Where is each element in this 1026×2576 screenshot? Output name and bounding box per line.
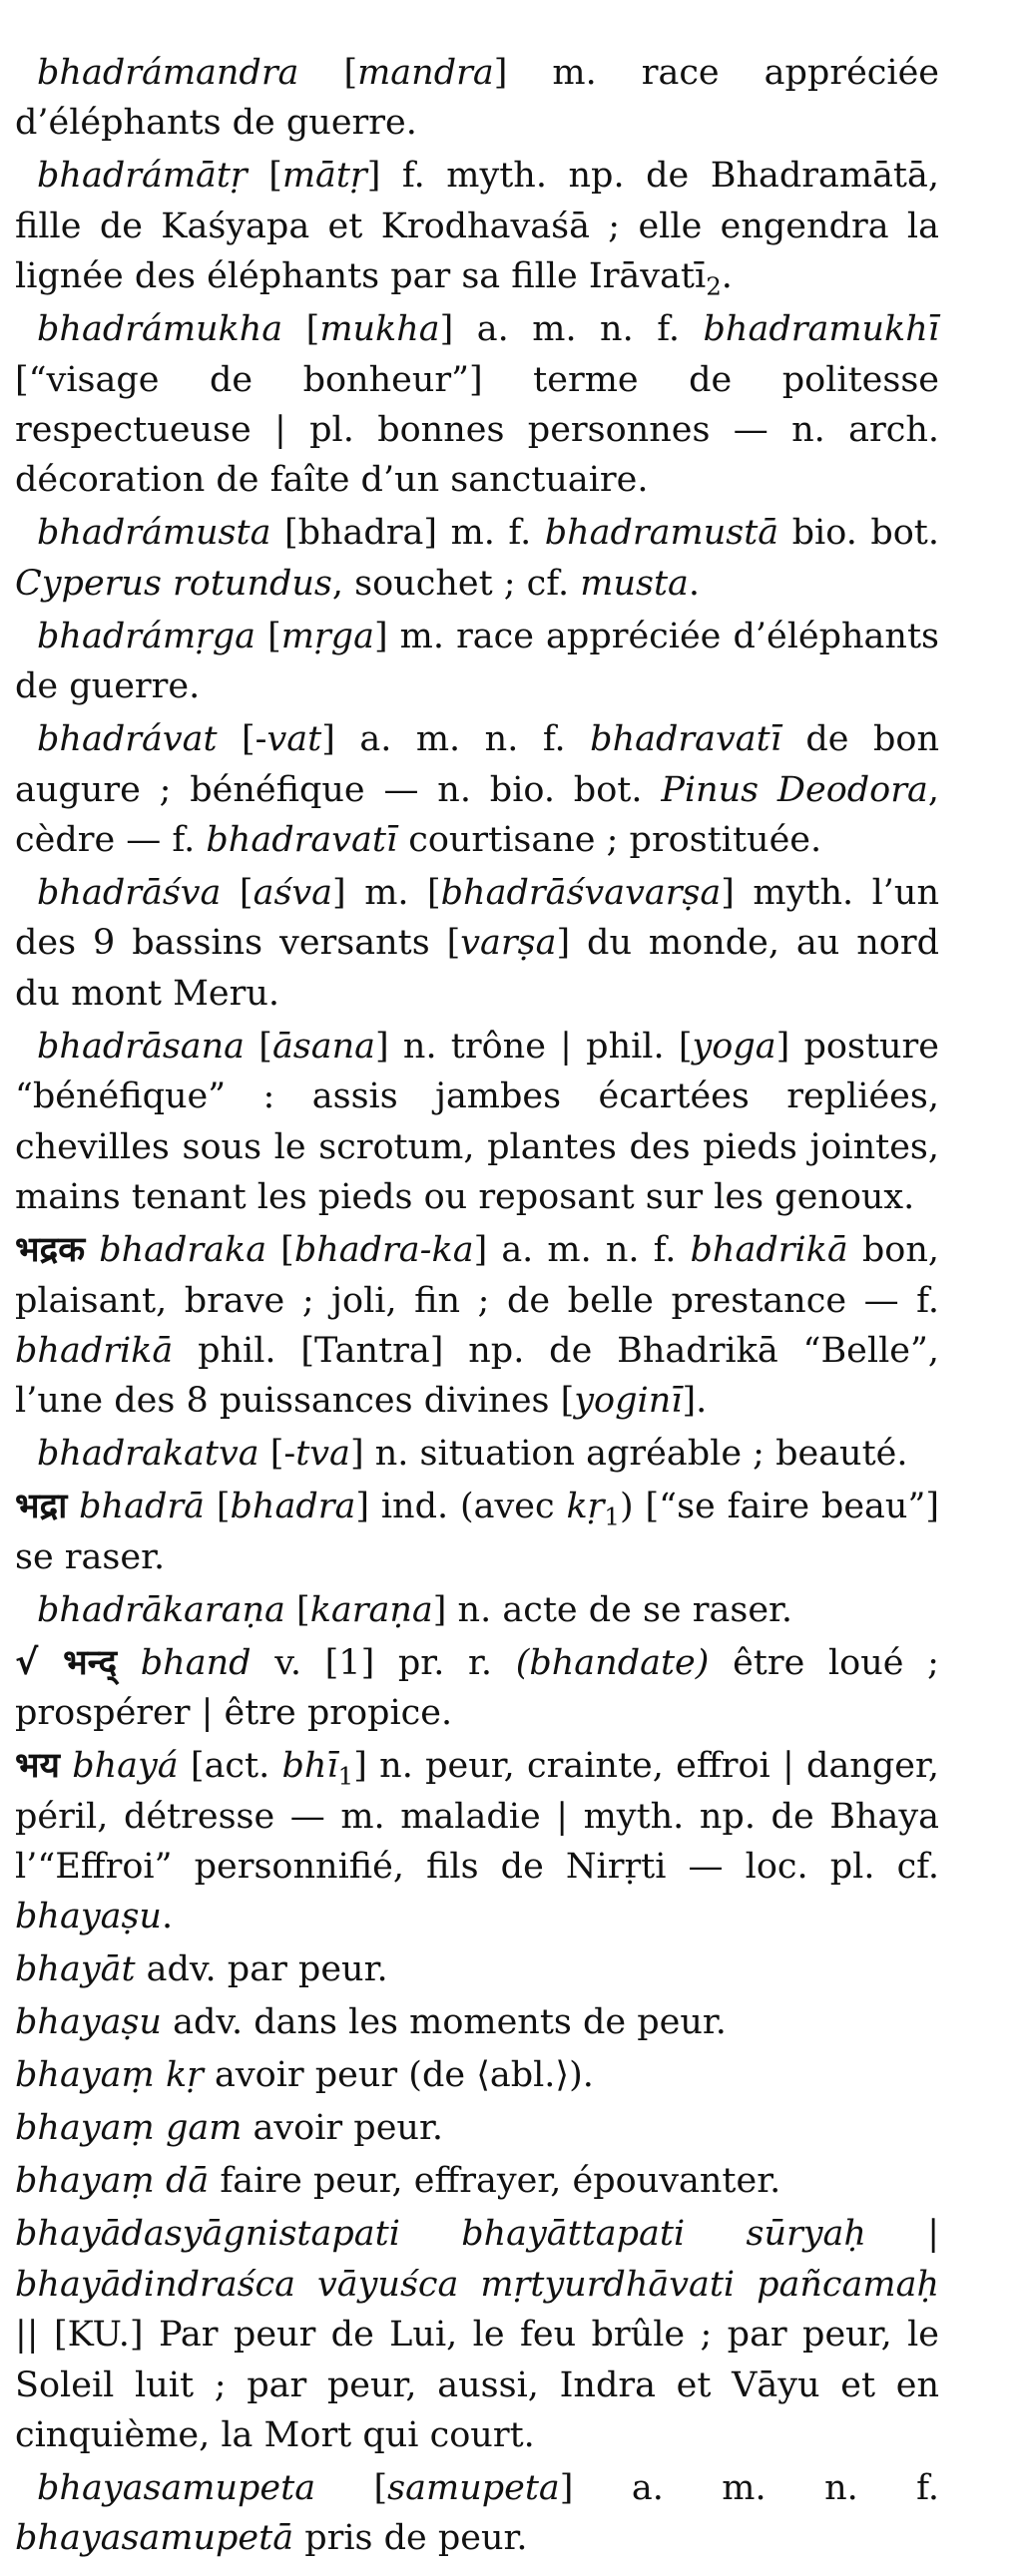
entry-devanagari-headword: √ भन्द्	[15, 1642, 118, 1683]
entry-text: || [KU.] Par peur de Lui, le feu brûle ; par peur, le Soleil luit ; par peur, aussi, Indra et Vāyu et en cinquième, la Mort qui court.	[15, 2315, 939, 2455]
entry-italic-term: aśva	[253, 873, 333, 914]
entry-italic-term: bhadrakatva	[37, 1434, 259, 1475]
entry-italic-term: bhadra-ka	[293, 1230, 474, 1271]
entry-italic-term: mṛga	[280, 616, 374, 656]
entry-text: ] n. acte de se raser.	[432, 1589, 793, 1630]
entry-text: [-	[258, 1434, 296, 1475]
entry-italic-term: bhadrámātṛ	[37, 156, 248, 197]
entry-text: avoir peur (de ⟨abl.⟩).	[203, 2055, 594, 2096]
entry-text: [act.	[178, 1746, 282, 1787]
dictionary-entry	[15, 2209, 939, 2460]
entry-text: [	[247, 156, 282, 197]
entry-italic-term: bhadrikā	[15, 1330, 174, 1371]
entry-text: ] a. m. n. f.	[473, 1230, 691, 1271]
entry-italic-term: yoga	[692, 1026, 776, 1067]
entry-text: ] a. m. n. f.	[559, 2467, 940, 2508]
entry-text: de bon augure ; bénéfique — n. bio. bot.	[15, 719, 940, 810]
entry-text: ] m. race appréciée d’éléphants de guerre.	[15, 53, 940, 144]
entry-italic-term: musta	[580, 563, 689, 604]
entry-italic-term: Pinus Deodora	[661, 769, 928, 810]
entry-text: ] a. m. n. f.	[321, 719, 591, 760]
entry-italic-term: vat	[266, 719, 322, 760]
entry-text	[117, 1643, 141, 1683]
dictionary-entry	[15, 2463, 939, 2564]
entry-text: [	[204, 1487, 231, 1527]
entry-italic-term: (bhandate)	[515, 1642, 710, 1683]
entry-text: ] du monde, au nord du mont Meru.	[15, 923, 939, 1014]
entry-italic-term: bhayāt	[15, 1949, 136, 1990]
entry-italic-term: bhadrámṛga	[37, 616, 256, 656]
entry-list	[15, 48, 939, 2564]
entry-text: adv. par peur.	[135, 1949, 388, 1990]
dictionary-entry	[15, 1225, 939, 1427]
entry-text: [	[221, 873, 254, 914]
entry-text: adv. dans les moments de peur.	[161, 2002, 727, 2043]
entry-text: ] n. situation agréable ; beauté.	[349, 1434, 908, 1475]
entry-text: .	[688, 563, 701, 604]
dictionary-entry	[15, 1944, 939, 1994]
entry-text: ] posture “bénéfique” : assis jambes écartées repliées, chevilles sous le scrotum, plantes des pieds jointes, mains tenant les pieds ou reposant sur les genoux.	[15, 1026, 939, 1218]
entry-text: [“visage de bonheur”] terme de politesse respectueuse | pl. bonnes personnes — n. arch. décoration de faîte d’un sanctuaire.	[15, 359, 939, 501]
entry-text: ] myth. l’un des 9 bassins versants [	[15, 873, 940, 964]
entry-subscript: 1	[604, 1502, 620, 1531]
entry-italic-term: mātṛ	[281, 156, 367, 197]
entry-italic-term: bhayaṃ dā	[15, 2161, 210, 2202]
dictionary-entry	[15, 2050, 939, 2100]
entry-text: [	[245, 1026, 272, 1067]
dictionary-entry	[15, 1585, 939, 1635]
entry-text: [-	[217, 719, 267, 760]
dictionary-entry	[15, 1429, 939, 1479]
entry-italic-term: mandra	[357, 53, 494, 93]
entry-italic-term: bhadramustā	[544, 513, 779, 554]
entry-text: ] m. [	[332, 873, 441, 914]
entry-text: ].	[682, 1381, 708, 1422]
entry-text: , souchet ; cf.	[331, 563, 581, 604]
entry-italic-term: bhayādasyāgnistapati bhayāttapati sūryaḥ | bhayādindraśca vāyuśca mṛtyurdhāvati pañcamaḥ	[15, 2214, 939, 2305]
entry-text: [	[298, 53, 358, 93]
dictionary-entry	[15, 1482, 939, 1582]
entry-italic-term: bhadrāsana	[37, 1026, 246, 1067]
entry-italic-term: kṛ	[566, 1487, 605, 1527]
entry-italic-term: bhand	[140, 1642, 252, 1683]
entry-text: v. [1] pr. r.	[251, 1642, 516, 1683]
entry-text	[85, 1230, 99, 1270]
entry-italic-term: bhayaṃ kṛ	[15, 2055, 204, 2096]
entry-text: .	[161, 1897, 174, 1937]
entry-italic-term: bhayaṣu	[15, 1897, 162, 1937]
entry-italic-term: bhayaṃ gam	[15, 2108, 243, 2149]
dictionary-entry	[15, 508, 939, 609]
entry-italic-term: bhadrámukha	[37, 309, 283, 350]
dictionary-entry	[15, 48, 939, 149]
dictionary-entry	[15, 1997, 939, 2047]
dictionary-entry	[15, 1638, 939, 1739]
entry-italic-term: bhayá	[72, 1746, 179, 1787]
entry-devanagari-headword: भद्रा	[15, 1487, 68, 1527]
dictionary-entry	[15, 304, 939, 506]
entry-italic-term: varṣa	[460, 923, 557, 964]
dictionary-entry	[15, 612, 939, 712]
entry-text: .	[721, 256, 733, 297]
entry-text: bio. bot.	[778, 513, 939, 554]
entry-text: bon, plaisant, brave ; joli, fin ; de belle prestance — f.	[15, 1230, 939, 1321]
entry-italic-term: bhadrámusta	[37, 513, 271, 554]
entry-text: ] n. peur, crainte, effroi | danger, péril, détresse — m. maladie | myth. np. de Bhaya l’“Effroi” personnifié, fils de Nirṛti — loc. pl. cf.	[15, 1746, 939, 1887]
entry-italic-term: bhadrāśva	[37, 873, 222, 914]
entry-text: avoir peur.	[242, 2108, 443, 2149]
entry-italic-term: bhadra	[230, 1487, 356, 1527]
entry-italic-term: bhayaṣu	[15, 2002, 162, 2043]
entry-italic-term: bhadrāśvavarṣa	[440, 873, 722, 914]
entry-text: ) [“se faire beau”] se raser.	[15, 1487, 940, 1577]
entry-text: pris de peur.	[293, 2518, 528, 2559]
entry-italic-term: bhadrávat	[37, 719, 218, 760]
dictionary-entry	[15, 1022, 939, 1223]
entry-text: ] ind. (avec	[355, 1487, 567, 1527]
entry-text: [	[256, 616, 281, 656]
entry-text: ] m. race appréciée d’éléphants de guerre.	[15, 616, 939, 707]
dictionary-entry	[15, 151, 939, 301]
entry-italic-term: bhadravatī	[590, 719, 781, 760]
dictionary-entry	[15, 868, 939, 1019]
entry-italic-term: bhadrākaraṇa	[37, 1589, 285, 1630]
entry-text: phil. [Tantra] np. de Bhadrikā “Belle”, l’une des 8 puissances divines [	[15, 1330, 939, 1422]
entry-text: ] n. trône | phil. [	[375, 1026, 693, 1067]
entry-text: être loué ; prospérer | être propice.	[15, 1642, 939, 1734]
entry-italic-term: Cyperus rotundus	[15, 563, 332, 604]
dictionary-entry	[15, 2156, 939, 2206]
entry-text: [	[284, 1589, 310, 1630]
entry-italic-term: bhadraka	[99, 1230, 267, 1271]
entry-text: ] a. m. n. f.	[439, 309, 704, 350]
entry-italic-term: bhadrā	[79, 1487, 205, 1527]
entry-text: [	[282, 309, 320, 350]
dictionary-entry	[15, 714, 939, 865]
entry-text: [bhadra] m. f.	[270, 513, 545, 554]
entry-subscript: 1	[337, 1761, 354, 1791]
entry-italic-term: mukha	[319, 309, 440, 350]
entry-italic-term: bhadrámandra	[37, 53, 299, 93]
entry-text: ] f. myth. np. de Bhadramātā, fille de Kaśyapa et Krodhavaśā ; elle engendra la lignée des éléphants par sa fille Irāvatī	[15, 156, 939, 297]
entry-italic-term: karaṇa	[309, 1589, 433, 1630]
entry-italic-term: tva	[295, 1434, 350, 1475]
entry-italic-term: bhayasamupeta	[37, 2467, 316, 2508]
entry-text: courtisane ; prostituée.	[397, 820, 822, 861]
entry-text	[60, 1746, 72, 1786]
dictionary-entry	[15, 2103, 939, 2153]
entry-italic-term: yoginī	[574, 1381, 683, 1422]
dictionary-entry	[15, 1741, 939, 1942]
entry-text: faire peur, effrayer, épouvanter.	[209, 2161, 781, 2202]
entry-text: [	[315, 2467, 388, 2508]
entry-italic-term: bhadrikā	[690, 1230, 848, 1271]
entry-devanagari-headword: भद्रक	[15, 1230, 86, 1271]
entry-text	[67, 1487, 79, 1526]
entry-text: , cèdre — f.	[15, 769, 939, 861]
entry-italic-term: āsana	[271, 1026, 376, 1067]
entry-italic-term: samupeta	[387, 2467, 560, 2508]
entry-italic-term: bhayasamupetā	[15, 2518, 294, 2559]
entry-italic-term: bhadravatī	[206, 820, 398, 861]
entry-italic-term: bhadramukhī	[703, 309, 940, 350]
entry-devanagari-headword: भय	[15, 1746, 60, 1787]
entry-subscript: 2	[706, 271, 722, 301]
entry-italic-term: bhī	[281, 1746, 338, 1787]
entry-text: [	[266, 1230, 294, 1271]
